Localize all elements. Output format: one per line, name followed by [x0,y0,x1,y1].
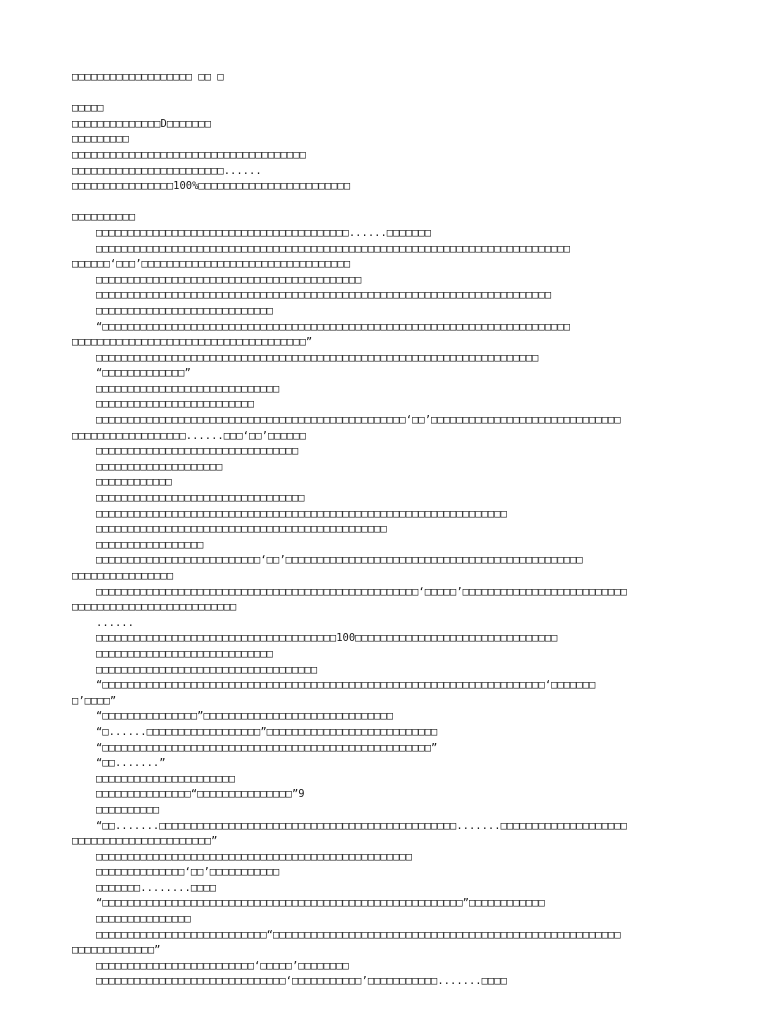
paragraph-line: “□......□□□□□□□□□□□□□□□□□□”□□□□□□□□□□□□□□□□□□□□□□□□□□□ [96,725,438,738]
paragraph-line: □□□□□□□□□□□□□□□□□ [96,538,204,551]
paragraph-line: □□□□□□□□□□□□□□□□□□□□□□□□□□□□□□□□□ [96,492,305,505]
meta-line: □□□□□□□□□□□□□□D□□□□□□□ [72,117,212,130]
paragraph-line: □□□□□□□□□□□□□□□□□□□□□□□□□□‘□□’□□□□□□□□□□□□□□□□□□□□□□□□□□□□□□□□□□□□□□□□□□□□□□□ [96,554,583,567]
meta-line: □□□□□□□□□□□□□□□□□□□□□□□□...... [72,164,262,177]
paragraph-line: “□□□□□□□□□□□□□□□□□□□□□□□□□□□□□□□□□□□□□□□□□□□□□□□□□□□□” [96,741,438,754]
paragraph-line: □□□□□□□□□□□□□□□□□□□□□□ [96,772,236,785]
paragraph-line: □□□□□□□□□□□□□□□□ [72,570,174,582]
paragraph-line: □□□□□□□□□□□□□□□□□□□□□□” [72,835,218,848]
paragraph-line: “□□□□□□□□□□□□□” [96,367,191,380]
meta-line: □□□□□□□□□□□□□□□□□□□□□□□□□□□□□□□□□□□□□ [72,148,306,161]
meta-line: □□□□□□□□□□□□□□□□100%□□□□□□□□□□□□□□□□□□□□□□□□ [72,180,351,193]
paragraph-line: □□□□□□□□□□□□□□□□□□□□□□□□□□□□□□□□□□□□□□□□□□□□□□ [96,523,387,536]
document-meta [72,101,694,195]
paragraph-line: □□□□□□□□□□□□□□□□□□□□□□□□□□ [72,601,237,614]
paragraph-line: “□□□□□□□□□□□□□□□”□□□□□□□□□□□□□□□□□□□□□□□□□□□□□□ [96,710,394,723]
document-body [72,70,694,990]
paragraph-line: □□□□□□□□□□□□□” [72,944,161,957]
spacer [72,86,694,102]
spacer [72,195,694,211]
paragraph-line: ...... [96,616,134,629]
paragraph-line: □□□□□□□□□□□□□□□□□□□□□□□□□□□□□□□□□□□□□” [72,336,313,349]
paragraph-line: □□□□□□□□□□□□□□□□□□□□□□□□□□□□□□□□□□□□□□□□......□□□□□□□ [96,226,432,239]
paragraph-line: □□□□□□□□□□□□□□□□□□......□□□‘□□’□□□□□□ [72,429,306,442]
paragraph-line: “□□□□□□□□□□□□□□□□□□□□□□□□□□□□□□□□□□□□□□□□□□□□□□□□□□□□□□□□□□□□□□□□□□□□□□‘□□□□□□□ [96,679,596,692]
paragraph-line: □□□□□□□........□□□□ [96,881,217,894]
paragraph-line: □□□□□□□□□□□□□□□□□□□□□□□□□□□□□□□□□□□□□□100□□□□□□□□□□□□□□□□□□□□□□□□□□□□□□□□ [96,632,558,645]
document-title: □□□□□□□□□□□□□□□□□□□ □□ □ [72,71,224,83]
paragraph-line: □□□□□□□□□□ [96,803,160,816]
paragraph-line: □□□□□□□□□□□□□□□□□□□□□□□□□‘□□□□□’□□□□□□□□ [96,959,349,972]
paragraph-line: □□□□□□□□□□□□□□□□□□□□□□□□□□□□□ [96,382,280,395]
paragraph-line: □□□□□□□□□□□□□□□“□□□□□□□□□□□□□□□”9 [96,788,305,801]
paragraph-line: □□□□□□□□□□□□□□□□□□□□□□□□□□□“□□□□□□□□□□□□□□□□□□□□□□□□□□□□□□□□□□□□□□□□□□□□□□□□□□□□□□□ [96,928,621,941]
paragraph-line: □□□□□□□□□□□□□□□□□□□□□□□□□□□□□□□□□□□□□□□□□□□□□□□□□□□□□□□□□□□□□□□□□□□□□□□□□□□ [96,242,571,255]
paragraph-line: □□□□□□□□□□□□□□□□□□□□□□□□□□□□□□□□□□□□□□□□□□□□□□□□□□□□□□□□□□□□□□□□□□□□□□□□ [96,289,552,302]
paragraph-line: “□□.......” [96,757,166,770]
paragraph-line: □□□□□□□□□□□□□□□□□□□□□□□□□□□□□□□□□□□□□□□□□□□□□□□□□□□□□□□□□□□□□□□□□□□□□□ [96,351,539,364]
paragraph-line: □□□□□□□□□□□□□□□□□□□□□□□□□□□□□□□□□□□□□□□□□□□□□□□□□‘□□’□□□□□□□□□□□□□□□□□□□□□□□□□□□□□□ [96,414,621,427]
paragraph-line: □□□□□□□□□□□□□□□□□□□□□□□□□□□□□□□□□□□□□□□□□□□□□□□□□□ [96,850,413,863]
paragraph-line: “□□□□□□□□□□□□□□□□□□□□□□□□□□□□□□□□□□□□□□□□□□□□□□□□□□□□□□□□□□□□□□□□□□□□□□□□□□ [96,320,571,333]
paragraph-line: □□□□□□□□□□□□□□‘□□’□□□□□□□□□□□ [96,866,280,879]
paragraph-line: “□□.......□□□□□□□□□□□□□□□□□□□□□□□□□□□□□□□□□□□□□□□□□□□□□□□.......□□□□□□□□□□□□□□□□□□□□ [96,819,628,832]
paragraph-line: “□□□□□□□□□□□□□□□□□□□□□□□□□□□□□□□□□□□□□□□□□□□□□□□□□□□□□□□□□”□□□□□□□□□□□□ [96,897,545,910]
chapter-heading: □□□□□□□□□□ [72,211,136,224]
paragraph-line: □□□□□□□□□□□□□□□□□□□□ [96,460,223,473]
paragraph-line: □□□□□□□□□□□□□□□□□□□□□□□□□□□□□□□□□□□□□□□□□□□□□□□□□□□‘□□□□□’□□□□□□□□□□□□□□□□□□□□□□□□□□ [96,585,628,598]
paragraph-line: □□□□□□□□□□□□□□□□□□□□□□□□□□□□□□‘□□□□□□□□□□□’□□□□□□□□□□□.......□□□□ [96,975,507,988]
paragraph-line: □□□□□□□□□□□□□□□□□□□□□□□□□□□□ [96,647,274,660]
meta-line: □□□□□ [72,102,104,115]
paragraph-line: □□□□□□□□□□□□□□□□□□□□□□□□□□□□□□□□□□□ [96,663,318,676]
paragraph-line: □□□□□□□□□□□□□□□□□□□□□□□□□□□□□□□□□□□□□□□□□□ [96,273,362,286]
meta-line: □□□□□□□□□ [72,133,129,146]
paragraph-line: □□□□□□□□□□□□□□□□□□□□□□□□□□□□□□□□□□□□□□□□□□□□□□□□□□□□□□□□□□□□□□□□□ [96,507,507,520]
paragraph-line: □□□□□□□□□□□□□□□ [96,913,191,926]
paragraph-line: □□□□□□‘□□□’□□□□□□□□□□□□□□□□□□□□□□□□□□□□□□□□□ [72,258,351,271]
paragraph-line: □’□□□□” [72,694,117,707]
paragraph-line: □□□□□□□□□□□□□□□□□□□□□□□□□□□□ [96,304,274,317]
body-text [72,226,694,990]
paragraph-line: □□□□□□□□□□□□ [96,476,172,489]
paragraph-line: □□□□□□□□□□□□□□□□□□□□□□□□□ [96,398,255,411]
paragraph-line: □□□□□□□□□□□□□□□□□□□□□□□□□□□□□□□□ [96,445,299,458]
